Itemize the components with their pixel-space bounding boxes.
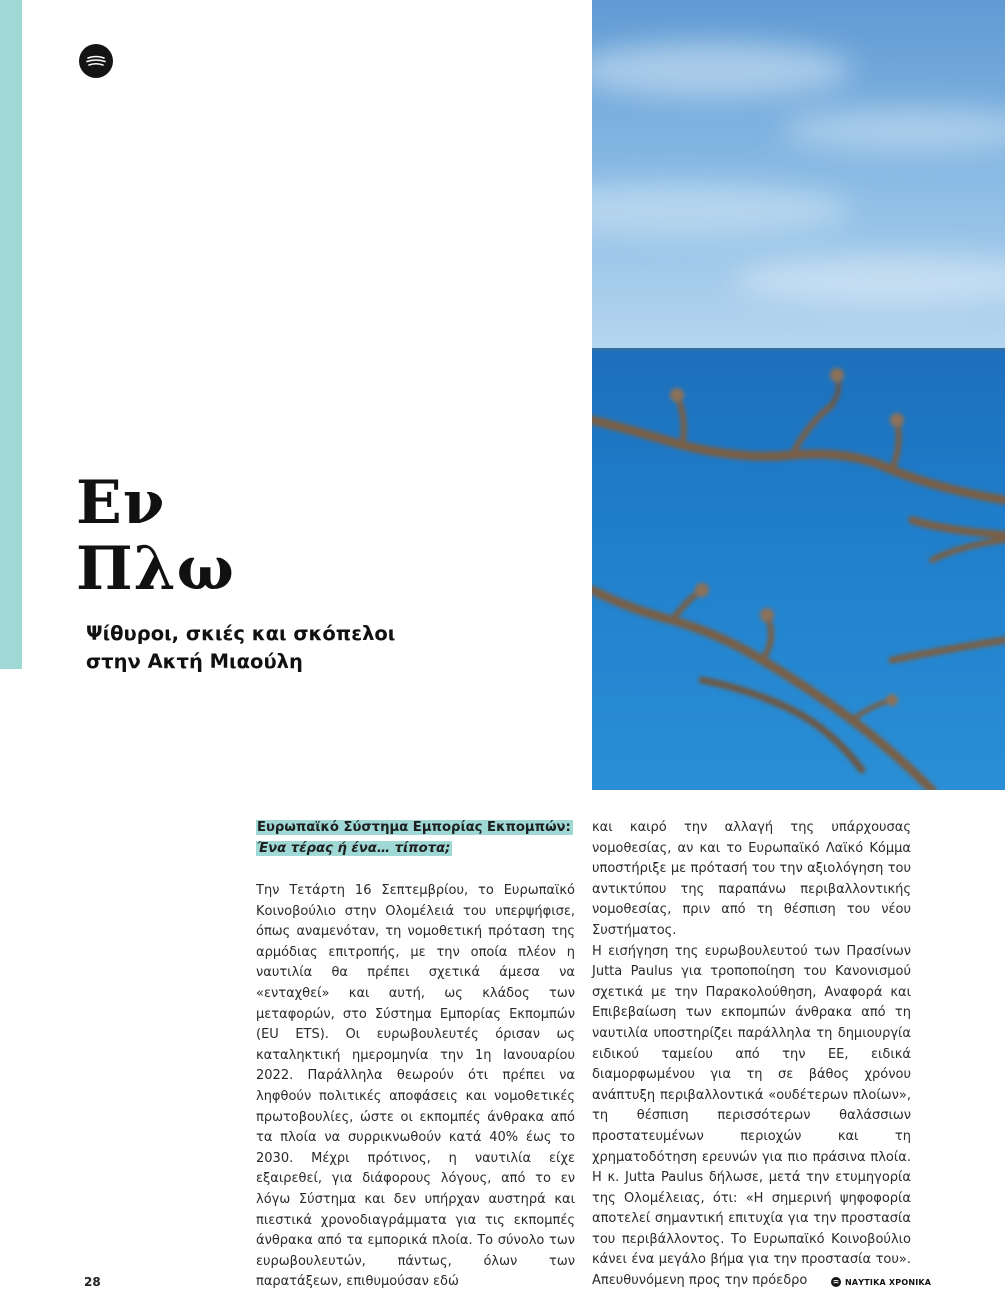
- accent-side-bar: [0, 0, 22, 669]
- article-heading-line-1: Ευρωπαϊκό Σύστημα Εμπορίας Εκπομπών:: [257, 820, 571, 835]
- section-title-line-2: Πλω: [76, 534, 235, 604]
- article-paragraph: Η εισήγηση της ευρωβουλευτού των Πρασίνων Jutta Paulus για τροποποίηση του Κανονισμού σχετικά με την Παρακολούθηση, Αναφορά και Επιβεβαίωση των εκπομπών άνθρακα από τη ναυτιλία υποστηρίζει παράλληλα τη δημιουργία ειδικού ταμείου από την ΕΕ, ειδικά διαμορφωμένου για τη σε βάθος χρόνου ανάπτυξη περιβαλλοντικά «ουδέτερων πλοίων», τη θέσπιση περισσότερων θαλάσσιων προστατευμένων περιοχών και τη χρηματοδότηση ερευνών για πιο πράσινα πλοία. Η κ. Jutta Paulus δήλωσε, μετά την ετυμηγορία της Ολομέλειας, ότι: «Η σημερινή ψηφοφορία αποτελεί σημαντική επιτυχία για την προστασία του περιβάλλοντος. Το Ευρωπαϊκό Κοινοβούλιο κάνει ένα μεγάλο βήμα για την προστασία του». Απευθυνόμενη προς την πρόεδρο: [592, 943, 911, 1289]
- footer-brand: [831, 1277, 931, 1287]
- article-heading: [256, 818, 575, 859]
- page-number: 28: [84, 1275, 101, 1289]
- sea-horizon-photo: [592, 0, 1005, 790]
- section-subtitle: [86, 620, 395, 676]
- article-paragraph: Την Τετάρτη 16 Σεπτεμβρίου, το Ευρωπαϊκό Κοινοβούλιο στην Ολομέλειά του υπερψήφισε, όπως αναμενόταν, τη νομοθετική πρόταση της αρμόδιας επιτροπής, με την οποία πλέον η ναυτιλία θα πρέπει σχετικά άμεσα να «ενταχθεί» και αυτή, ως κλάδος των μεταφορών, στο Σύστημα Εμπορίας Εκπομπών (EU ETS). Οι ευρωβουλευτές όρισαν ως καταληκτική ημερομηνία την 1η Ιανουαρίου 2022. Παράλληλα θεωρούν ότι πρέπει να ληφθούν πολιτικές αποφάσεις και νομοθετικές πρωτοβουλίες, ώστε οι εκπομπές άνθρακα από τα πλοία να συρρικνωθούν κατά 40% έως το 2030. Μέχρι πρότινος, η ναυτιλία είχε εξαιρεθεί, για διάφορους λόγους, από το εν λόγω Σύστημα και δεν υπήρχαν αυστηρά και πιεστικά χρονοδιαγράμματα για τις εκπομπές άνθρακα από τα εμπορικά πλοία. Το σύνολο των ευρωβουλευτών, πάντως, όλων των παρατάξεων, επιθυμούσαν εδώ: [256, 883, 575, 1290]
- section-subtitle-line-1: Ψίθυροι, σκιές και σκόπελοι: [86, 622, 396, 645]
- section-title-line-1: Εν: [76, 468, 166, 538]
- article-paragraph: και καιρό την αλλαγή της υπάρχουσας νομοθεσίας, αν και το Ευρωπαϊκό Λαϊκό Κόμμα υποστήριξε με πρότασή του την αξιολόγηση του αντικτύπου της παραπάνω περιβαλλοντικής νομοθεσίας, πριν από τη θέσπιση του νέου Συστήματος.: [592, 820, 911, 938]
- article-column-right: [592, 818, 911, 1292]
- article-heading-line-2: Ένα τέρας ή ένα… τίποτα;: [257, 840, 451, 856]
- publication-logo-icon: [831, 1277, 841, 1287]
- article-column-left: [256, 818, 575, 1293]
- section-subtitle-line-2: στην Ακτή Μιαούλη: [86, 650, 303, 673]
- publication-name: ΝΑΥΤΙΚΑ ΧΡΟΝΙΚΑ: [845, 1277, 932, 1287]
- section-title: [76, 470, 235, 602]
- sailing-emblem-icon: [79, 44, 113, 78]
